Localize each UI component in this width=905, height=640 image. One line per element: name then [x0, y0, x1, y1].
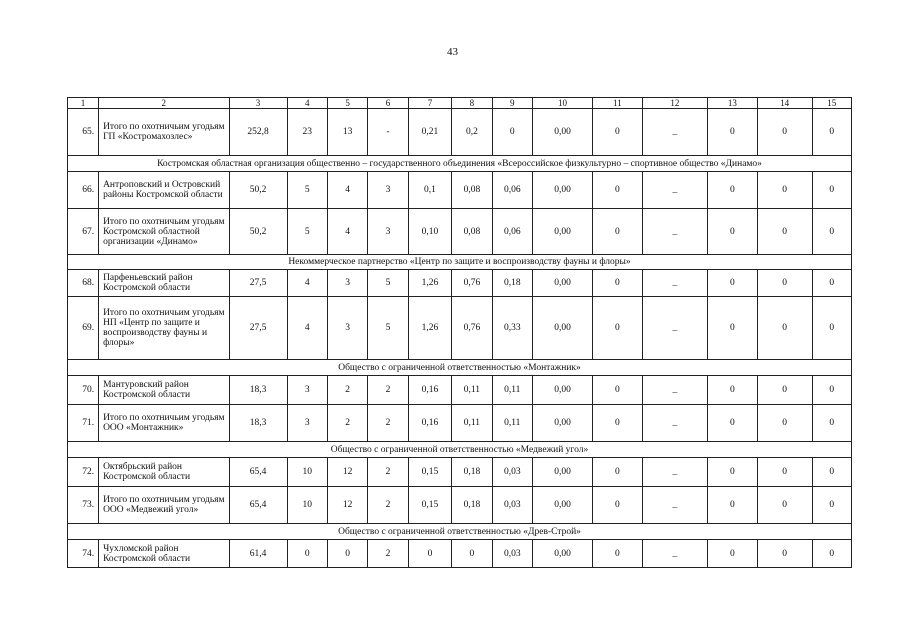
- table-cell: 0,16: [408, 376, 451, 405]
- column-header: 8: [452, 98, 492, 109]
- table-cell: 27,5: [229, 297, 287, 360]
- table-cell: 0,00: [532, 297, 592, 360]
- column-header: 14: [757, 98, 812, 109]
- column-header: 15: [812, 98, 851, 109]
- table-cell: 0: [812, 172, 851, 209]
- row-name: Антроповский и Островский районы Костромской области: [99, 172, 229, 209]
- row-number: 65.: [68, 109, 99, 156]
- table-cell: _: [642, 540, 707, 568]
- table-cell: 0: [327, 540, 367, 568]
- table-cell: 0: [707, 376, 757, 405]
- column-header: 10: [532, 98, 592, 109]
- row-number: 68.: [68, 270, 99, 297]
- table-cell: 0: [757, 376, 812, 405]
- table-cell: _: [642, 109, 707, 156]
- table-cell: 18,3: [229, 405, 287, 442]
- table-cell: 0,00: [532, 458, 592, 487]
- table-cell: 0,03: [492, 487, 532, 524]
- table-cell: 0: [757, 540, 812, 568]
- table-cell: 2: [327, 376, 367, 405]
- table-cell: _: [642, 172, 707, 209]
- table-cell: 0: [757, 172, 812, 209]
- table-cell: 0: [593, 109, 643, 156]
- table-cell: 0: [593, 297, 643, 360]
- row-name: Парфеньевский район Костромской области: [99, 270, 229, 297]
- row-number: 70.: [68, 376, 99, 405]
- table-cell: 10: [287, 458, 327, 487]
- table-cell: _: [642, 487, 707, 524]
- row-number: 67.: [68, 209, 99, 255]
- table-cell: 0,15: [408, 458, 451, 487]
- table-cell: 3: [287, 376, 327, 405]
- section-title: Общество с ограниченной ответственностью «Древ-Строй»: [68, 524, 852, 540]
- table-cell: 27,5: [229, 270, 287, 297]
- table-cell: 0: [707, 209, 757, 255]
- table-cell: 5: [368, 297, 408, 360]
- section-header-row: [68, 524, 852, 540]
- table-cell: 0,08: [452, 209, 492, 255]
- table-cell: 0: [812, 405, 851, 442]
- row-name: Итого по охотничьим угодьям ООО «Медвежий угол»: [99, 487, 229, 524]
- table-cell: 0: [757, 297, 812, 360]
- row-name: Чухломской район Костромской области: [99, 540, 229, 568]
- hunting-grounds-table: [67, 97, 852, 568]
- row-number: 69.: [68, 297, 99, 360]
- table-cell: 0: [707, 297, 757, 360]
- table-cell: 0,00: [532, 209, 592, 255]
- table-cell: 0,00: [532, 487, 592, 524]
- table-cell: 2: [368, 540, 408, 568]
- table-cell: 3: [327, 270, 367, 297]
- row-name: Итого по охотничьим угодьям Костромской областной организации «Динамо»: [99, 209, 229, 255]
- table-cell: 5: [287, 172, 327, 209]
- table-cell: 0,00: [532, 109, 592, 156]
- row-name: Мантуровский район Костромской области: [99, 376, 229, 405]
- table-cell: 3: [327, 297, 367, 360]
- table-row: [68, 540, 852, 568]
- row-number: 73.: [68, 487, 99, 524]
- table-cell: 23: [287, 109, 327, 156]
- page-number: 43: [447, 46, 458, 58]
- table-cell: 0,18: [452, 487, 492, 524]
- table-cell: 18,3: [229, 376, 287, 405]
- table-body: [68, 109, 852, 568]
- table-cell: 50,2: [229, 209, 287, 255]
- table-cell: 0: [757, 109, 812, 156]
- table-cell: 0,00: [532, 172, 592, 209]
- table-cell: 252,8: [229, 109, 287, 156]
- table-cell: 0,76: [452, 297, 492, 360]
- table-row: [68, 405, 852, 442]
- table-cell: 0: [812, 270, 851, 297]
- table-row: [68, 109, 852, 156]
- table-cell: 0: [492, 109, 532, 156]
- table-cell: 0: [757, 405, 812, 442]
- table-cell: 0,08: [452, 172, 492, 209]
- table-cell: 4: [287, 297, 327, 360]
- row-number: 71.: [68, 405, 99, 442]
- table-cell: 1,26: [408, 297, 451, 360]
- table-row: [68, 209, 852, 255]
- table-cell: 0: [593, 270, 643, 297]
- table-cell: 2: [368, 487, 408, 524]
- table-cell: 0: [707, 540, 757, 568]
- row-name: Итого по охотничьим угодьям ГП «Костромахозлес»: [99, 109, 229, 156]
- table-cell: 0: [452, 540, 492, 568]
- table-cell: 0,10: [408, 209, 451, 255]
- table-cell: 0: [593, 376, 643, 405]
- table-cell: 4: [327, 172, 367, 209]
- table-cell: 0: [812, 487, 851, 524]
- table-cell: 0,16: [408, 405, 451, 442]
- table-cell: 50,2: [229, 172, 287, 209]
- section-header-row: [68, 255, 852, 270]
- table-cell: 0: [812, 376, 851, 405]
- table-cell: 0: [593, 540, 643, 568]
- table-cell: 0: [757, 209, 812, 255]
- column-header: 2: [99, 98, 229, 109]
- table-cell: 5: [287, 209, 327, 255]
- table-cell: 2: [368, 376, 408, 405]
- row-number: 66.: [68, 172, 99, 209]
- table-cell: 0,11: [492, 376, 532, 405]
- table-cell: _: [642, 270, 707, 297]
- table-row: [68, 376, 852, 405]
- table-cell: 0: [757, 487, 812, 524]
- table-cell: 0: [408, 540, 451, 568]
- row-name: Итого по охотничьим угодьям ООО «Монтажник»: [99, 405, 229, 442]
- column-header: 11: [593, 98, 643, 109]
- table-cell: 3: [368, 209, 408, 255]
- table-row: [68, 172, 852, 209]
- table-cell: 0: [707, 458, 757, 487]
- column-header: 13: [707, 98, 757, 109]
- table-cell: 0,21: [408, 109, 451, 156]
- table-cell: 4: [327, 209, 367, 255]
- table-row: [68, 297, 852, 360]
- table-cell: -: [368, 109, 408, 156]
- table-cell: 0: [593, 458, 643, 487]
- table-row: [68, 458, 852, 487]
- table-cell: _: [642, 405, 707, 442]
- table-cell: 0: [287, 540, 327, 568]
- table-cell: 0: [593, 172, 643, 209]
- table-cell: 0: [812, 297, 851, 360]
- table-cell: 2: [368, 405, 408, 442]
- row-name: Октябрьский район Костромской области: [99, 458, 229, 487]
- column-header: 6: [368, 98, 408, 109]
- column-number-row: [68, 98, 852, 109]
- table-cell: 0,00: [532, 270, 592, 297]
- table-cell: 0,06: [492, 172, 532, 209]
- table-row: [68, 270, 852, 297]
- table-cell: 65,4: [229, 458, 287, 487]
- row-name: Итого по охотничьим угодьям НП «Центр по защите и воспроизводству фауны и флоры»: [99, 297, 229, 360]
- table-cell: 2: [368, 458, 408, 487]
- column-header: 3: [229, 98, 287, 109]
- table-cell: 0: [593, 487, 643, 524]
- column-header: 7: [408, 98, 451, 109]
- column-header: 1: [68, 98, 99, 109]
- table-cell: 3: [368, 172, 408, 209]
- table-cell: 0,11: [492, 405, 532, 442]
- table-cell: 13: [327, 109, 367, 156]
- table-cell: _: [642, 458, 707, 487]
- table-cell: 0,03: [492, 458, 532, 487]
- table-cell: 0: [812, 209, 851, 255]
- table-cell: 4: [287, 270, 327, 297]
- table-cell: 5: [368, 270, 408, 297]
- table-cell: 0: [593, 209, 643, 255]
- table-cell: _: [642, 376, 707, 405]
- section-header-row: [68, 156, 852, 172]
- section-header-row: [68, 442, 852, 458]
- table-cell: 65,4: [229, 487, 287, 524]
- table-cell: 0: [593, 405, 643, 442]
- table-cell: 12: [327, 458, 367, 487]
- table-cell: 61,4: [229, 540, 287, 568]
- table-cell: 0: [707, 487, 757, 524]
- table-cell: 0,03: [492, 540, 532, 568]
- section-title: Общество с ограниченной ответственностью «Медвежий угол»: [68, 442, 852, 458]
- table-cell: 1,26: [408, 270, 451, 297]
- table-cell: 0: [707, 109, 757, 156]
- section-title: Некоммерческое партнерство «Центр по защите и воспроизводству фауны и флоры»: [68, 255, 852, 270]
- table-cell: 0,15: [408, 487, 451, 524]
- column-header: 12: [642, 98, 707, 109]
- table-cell: 0: [707, 172, 757, 209]
- table-cell: 12: [327, 487, 367, 524]
- table-cell: 0,76: [452, 270, 492, 297]
- table-cell: 0: [757, 270, 812, 297]
- table-cell: 0: [812, 109, 851, 156]
- table-cell: 3: [287, 405, 327, 442]
- table-cell: _: [642, 297, 707, 360]
- section-header-row: [68, 360, 852, 376]
- column-header: 5: [327, 98, 367, 109]
- table-cell: 0,1: [408, 172, 451, 209]
- table-cell: 0: [812, 540, 851, 568]
- table-cell: 0,2: [452, 109, 492, 156]
- row-number: 74.: [68, 540, 99, 568]
- table-cell: 0,06: [492, 209, 532, 255]
- table-cell: _: [642, 209, 707, 255]
- table-cell: 0,00: [532, 540, 592, 568]
- table-cell: 0,18: [452, 458, 492, 487]
- section-title: Общество с ограниченной ответственностью «Монтажник»: [68, 360, 852, 376]
- table-cell: 0,11: [452, 376, 492, 405]
- table-cell: 10: [287, 487, 327, 524]
- table-cell: 0: [812, 458, 851, 487]
- table-cell: 0,18: [492, 270, 532, 297]
- table-cell: 0,11: [452, 405, 492, 442]
- column-header: 4: [287, 98, 327, 109]
- table-cell: 0,00: [532, 405, 592, 442]
- row-number: 72.: [68, 458, 99, 487]
- table-cell: 0,00: [532, 376, 592, 405]
- table-cell: 0,33: [492, 297, 532, 360]
- column-header: 9: [492, 98, 532, 109]
- table-cell: 2: [327, 405, 367, 442]
- table-row: [68, 487, 852, 524]
- section-title: Костромская областная организация общественно – государственного объединения «Всероссийское физкультурно – спортивное общество «Динамо»: [68, 156, 852, 172]
- table-cell: 0: [707, 270, 757, 297]
- table-cell: 0: [707, 405, 757, 442]
- table-cell: 0: [757, 458, 812, 487]
